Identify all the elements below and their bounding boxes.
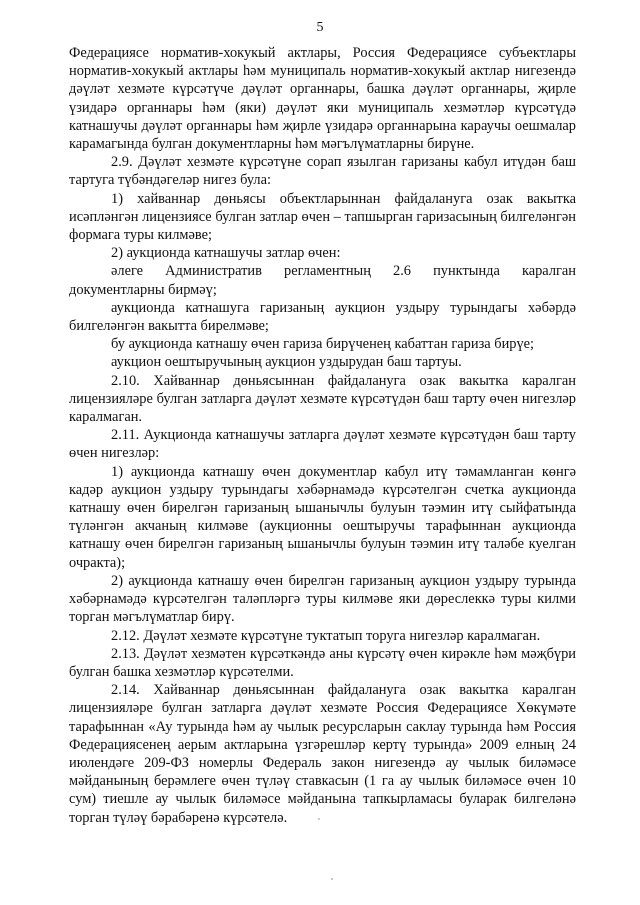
paragraph-2-11-item-2: 2) аукционда катнашу өчен бирелгән гаризаның аукцион уздыру турында хәбәрнамәдә күрсәтелгән таләпләргә туры килмәве яки дөреслеккә туры килми торган мәгълүматлар бирү. [69,572,576,626]
scan-speck [318,818,320,820]
scan-speck [331,878,333,880]
paragraph-2-9-item-2: 2) аукционда катнашучы затлар өчен: [111,245,341,262]
paragraph-2-10: 2.10. Хайваннар дөньясыннан файдалануга озак вакытка каралган лицензияләре булган затларга дәүләт хезмәте күрсәтүдән баш тарту өчен нигезләр каралмаган. [69,372,576,426]
paragraph-2-9-item-2c: бу аукционда катнашу өчен гариза бирүченең кабаттан гариза бирүе; [111,336,535,353]
page-number: 5 [316,20,324,35]
paragraph-2-12: 2.12. Дәүләт хезмәте күрсәтүне туктатып торуга нигезләр каралмаган. [111,627,541,644]
paragraph-2-9-item-2d: аукцион оештыручының аукцион уздырудан баш тартуы. [111,354,462,371]
paragraph-2-9-item-1: 1) хайваннар дөньясы объектларыннан файдалануга озак вакытка исәпләнгән лицензиясе булган затлар өчен – тапшырган гаризасының билгеләнгән формага туры килмәве; [69,190,576,244]
paragraph-2-9-item-2b: аукционда катнашуга гаризаның аукцион уздыру турындагы хәбәрдә билгеләнгән вакытта бирелмәве; [69,299,576,335]
paragraph-2-14: 2.14. Хайваннар дөньясыннан файдалануга озак вакытка каралган лицензияләре булган затларга дәүләт хезмәте Россия Федерациясе Хөкүмәте тарафыннан «Ау турында һәм ау чылык ресурсларын саклау турында һәм Россия Федерациясенең аерым актларына үзгәрешләр кертү турында» 2009 елның 24 июлендәге 209-ФЗ номерлы Федераль закон нигезендә ау чылык биләмәсе мәйданының берәмлеге өчен түләү ставкасын (1 га ау чылык биләмәсе өчен 10 сум) тиешле ау чылык биләмәсе мәйданына тапкырламасы буларак билгеләнә торган түләү бәрабәренә күрсәтелә. [69,682,576,826]
paragraph-2-13: 2.13. Дәүләт хезмәтен күрсәткәндә аны күрсәтү өчен кирәкле һәм мәҗбүри булган башка хезмәтләр күрсәтелми. [69,645,576,680]
paragraph-continuation: Федерациясе норматив-хокукый актлары, Россия Федерациясе субъектлары норматив-хокукый актлары һәм муниципаль норматив-хокукый актлар нигезендә дәүләт хезмәте күрсәтүче дәүләт органнары, башка дәүләт органнары, җирле үзидарә органнары һәм (яки) дәүләт яки муниципаль хезмәтләр күрсәтүдә катнашучы дәүләт органнары һәм җирле үзидарә органнарына караучы оешмалар карамагында булган документларны һәм мәгълүматларны бирүне. [69,45,576,153]
paragraph-2-9: 2.9. Дәүләт хезмәте күрсәтүне сорап язылган гаризаны кабул итүдән баш тартуга түбәндәгеләр нигез була: [69,154,576,189]
paragraph-2-11: 2.11. Аукционда катнашучы затларга дәүләт хезмәте күрсәтүдән баш тарту өчен нигезләр: [69,427,576,462]
paragraph-2-11-item-1: 1) аукционда катнашу өчен документлар кабул итү тәмамланган көнгә кадәр аукцион уздыру турындагы хәбәрнамәдә күрсәтелгән счетка аукционда катнашу өчен бирелгән гаризаның ышанычлы булуын тәэмин итү сыйфатында түләнгән акчаның килмәве (аукционны оештыручы тарафыннан аукционда катнашу өчен бирелгән гаризаның ышанычлы булуын тәэмин итү таләбе куелган очракта); [69,463,576,571]
document-body [69,44,576,827]
paragraph-2-9-item-2a: әлеге Административ регламентның 2.6 пунктында каралган документларны бирмәү; [69,263,576,298]
